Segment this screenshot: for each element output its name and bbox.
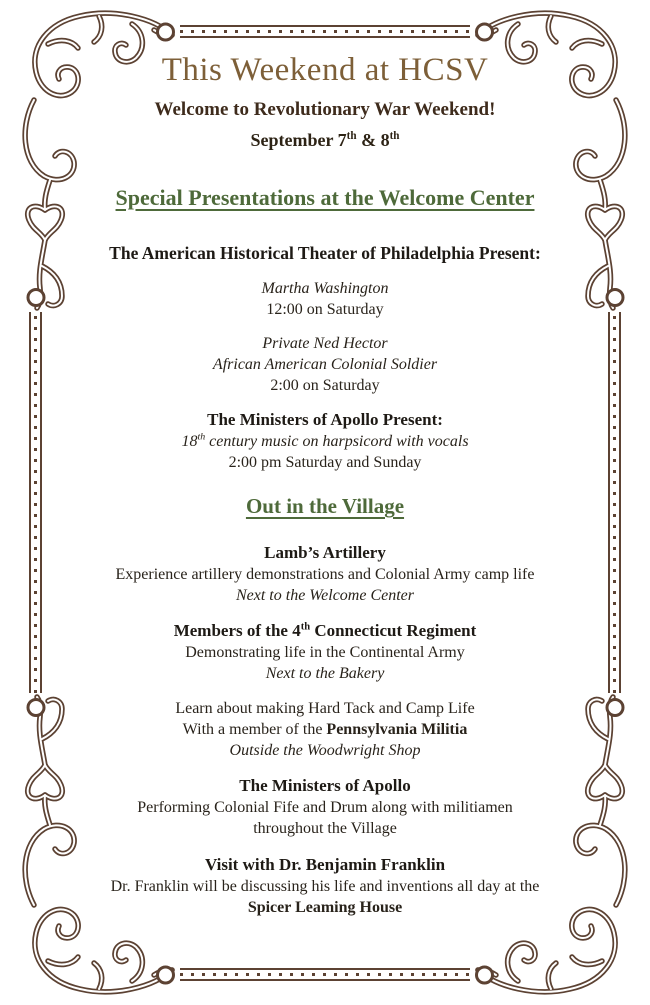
event-description xyxy=(52,719,598,740)
event-ned-hector xyxy=(52,333,598,396)
event-location: Outside the Woodwright Shop xyxy=(229,742,421,759)
theater-heading: The American Historical Theater of Philadelphia Present: xyxy=(109,243,541,263)
event-fife-and-drum xyxy=(52,775,598,839)
event-location: Next to the Welcome Center xyxy=(235,587,415,604)
event-description: Experience artillery demonstrations and Colonial Army camp life xyxy=(115,566,535,583)
date-part: & 8 xyxy=(356,130,390,150)
event-time: 12:00 on Saturday xyxy=(266,301,384,318)
text-part: With a member of the xyxy=(182,721,327,738)
text-part: Members of the 4 xyxy=(173,621,301,640)
event-name: The Ministers of Apollo xyxy=(239,776,411,795)
flyer-content xyxy=(52,50,598,918)
event-description: African American Colonial Soldier xyxy=(212,356,438,373)
event-dates xyxy=(52,128,598,152)
ordinal-suffix: th xyxy=(300,621,311,633)
ordinal-suffix: th xyxy=(389,130,400,142)
date-part: September 7 xyxy=(250,130,347,150)
event-name xyxy=(52,620,598,642)
ordinal-suffix: th xyxy=(197,431,206,443)
event-location: Spicer Leaming House xyxy=(247,899,403,916)
event-pennsylvania-militia xyxy=(52,698,598,761)
event-description: Performing Colonial Fife and Drum along with militiamen xyxy=(137,799,513,816)
event-location: Next to the Bakery xyxy=(265,665,385,682)
text-part: 18 xyxy=(181,433,198,450)
event-name: Martha Washington xyxy=(261,280,389,297)
page-title: This Weekend at HCSV xyxy=(161,52,489,88)
event-time: 2:00 pm Saturday and Sunday xyxy=(228,454,422,471)
ordinal-suffix: th xyxy=(346,130,357,142)
event-benjamin-franklin xyxy=(52,854,598,918)
event-lambs-artillery xyxy=(52,542,598,606)
event-description: Demonstrating life in the Continental Army xyxy=(185,644,465,661)
dotted-band-top xyxy=(180,25,470,38)
event-martha-washington xyxy=(52,278,598,320)
event-name: Visit with Dr. Benjamin Franklin xyxy=(204,855,446,874)
dotted-band-bottom xyxy=(180,968,470,981)
event-name: Lamb’s Artillery xyxy=(264,543,386,562)
event-name: Private Ned Hector xyxy=(262,335,388,352)
event-description: Dr. Franklin will be discussing his life and inventions all day at the xyxy=(110,878,540,895)
event-connecticut-regiment xyxy=(52,620,598,684)
text-part: Connecticut Regiment xyxy=(310,621,477,640)
event-ministers-of-apollo xyxy=(52,409,598,473)
event-description: Learn about making Hard Tack and Camp Life xyxy=(175,700,475,717)
section-heading-welcome-center: Special Presentations at the Welcome Center xyxy=(115,185,535,210)
dotted-band-right xyxy=(608,312,621,693)
subtitle: Welcome to Revolutionary War Weekend! xyxy=(154,99,496,120)
dotted-band-left xyxy=(29,312,42,693)
militia-name: Pennsylvania Militia xyxy=(326,721,468,738)
section-heading-village: Out in the Village xyxy=(245,494,405,518)
event-description xyxy=(52,431,598,452)
text-part: century music on harpsicord with vocals xyxy=(205,433,469,450)
event-description: throughout the Village xyxy=(253,820,397,837)
event-name: The Ministers of Apollo Present: xyxy=(207,410,443,429)
event-time: 2:00 on Saturday xyxy=(270,377,380,394)
